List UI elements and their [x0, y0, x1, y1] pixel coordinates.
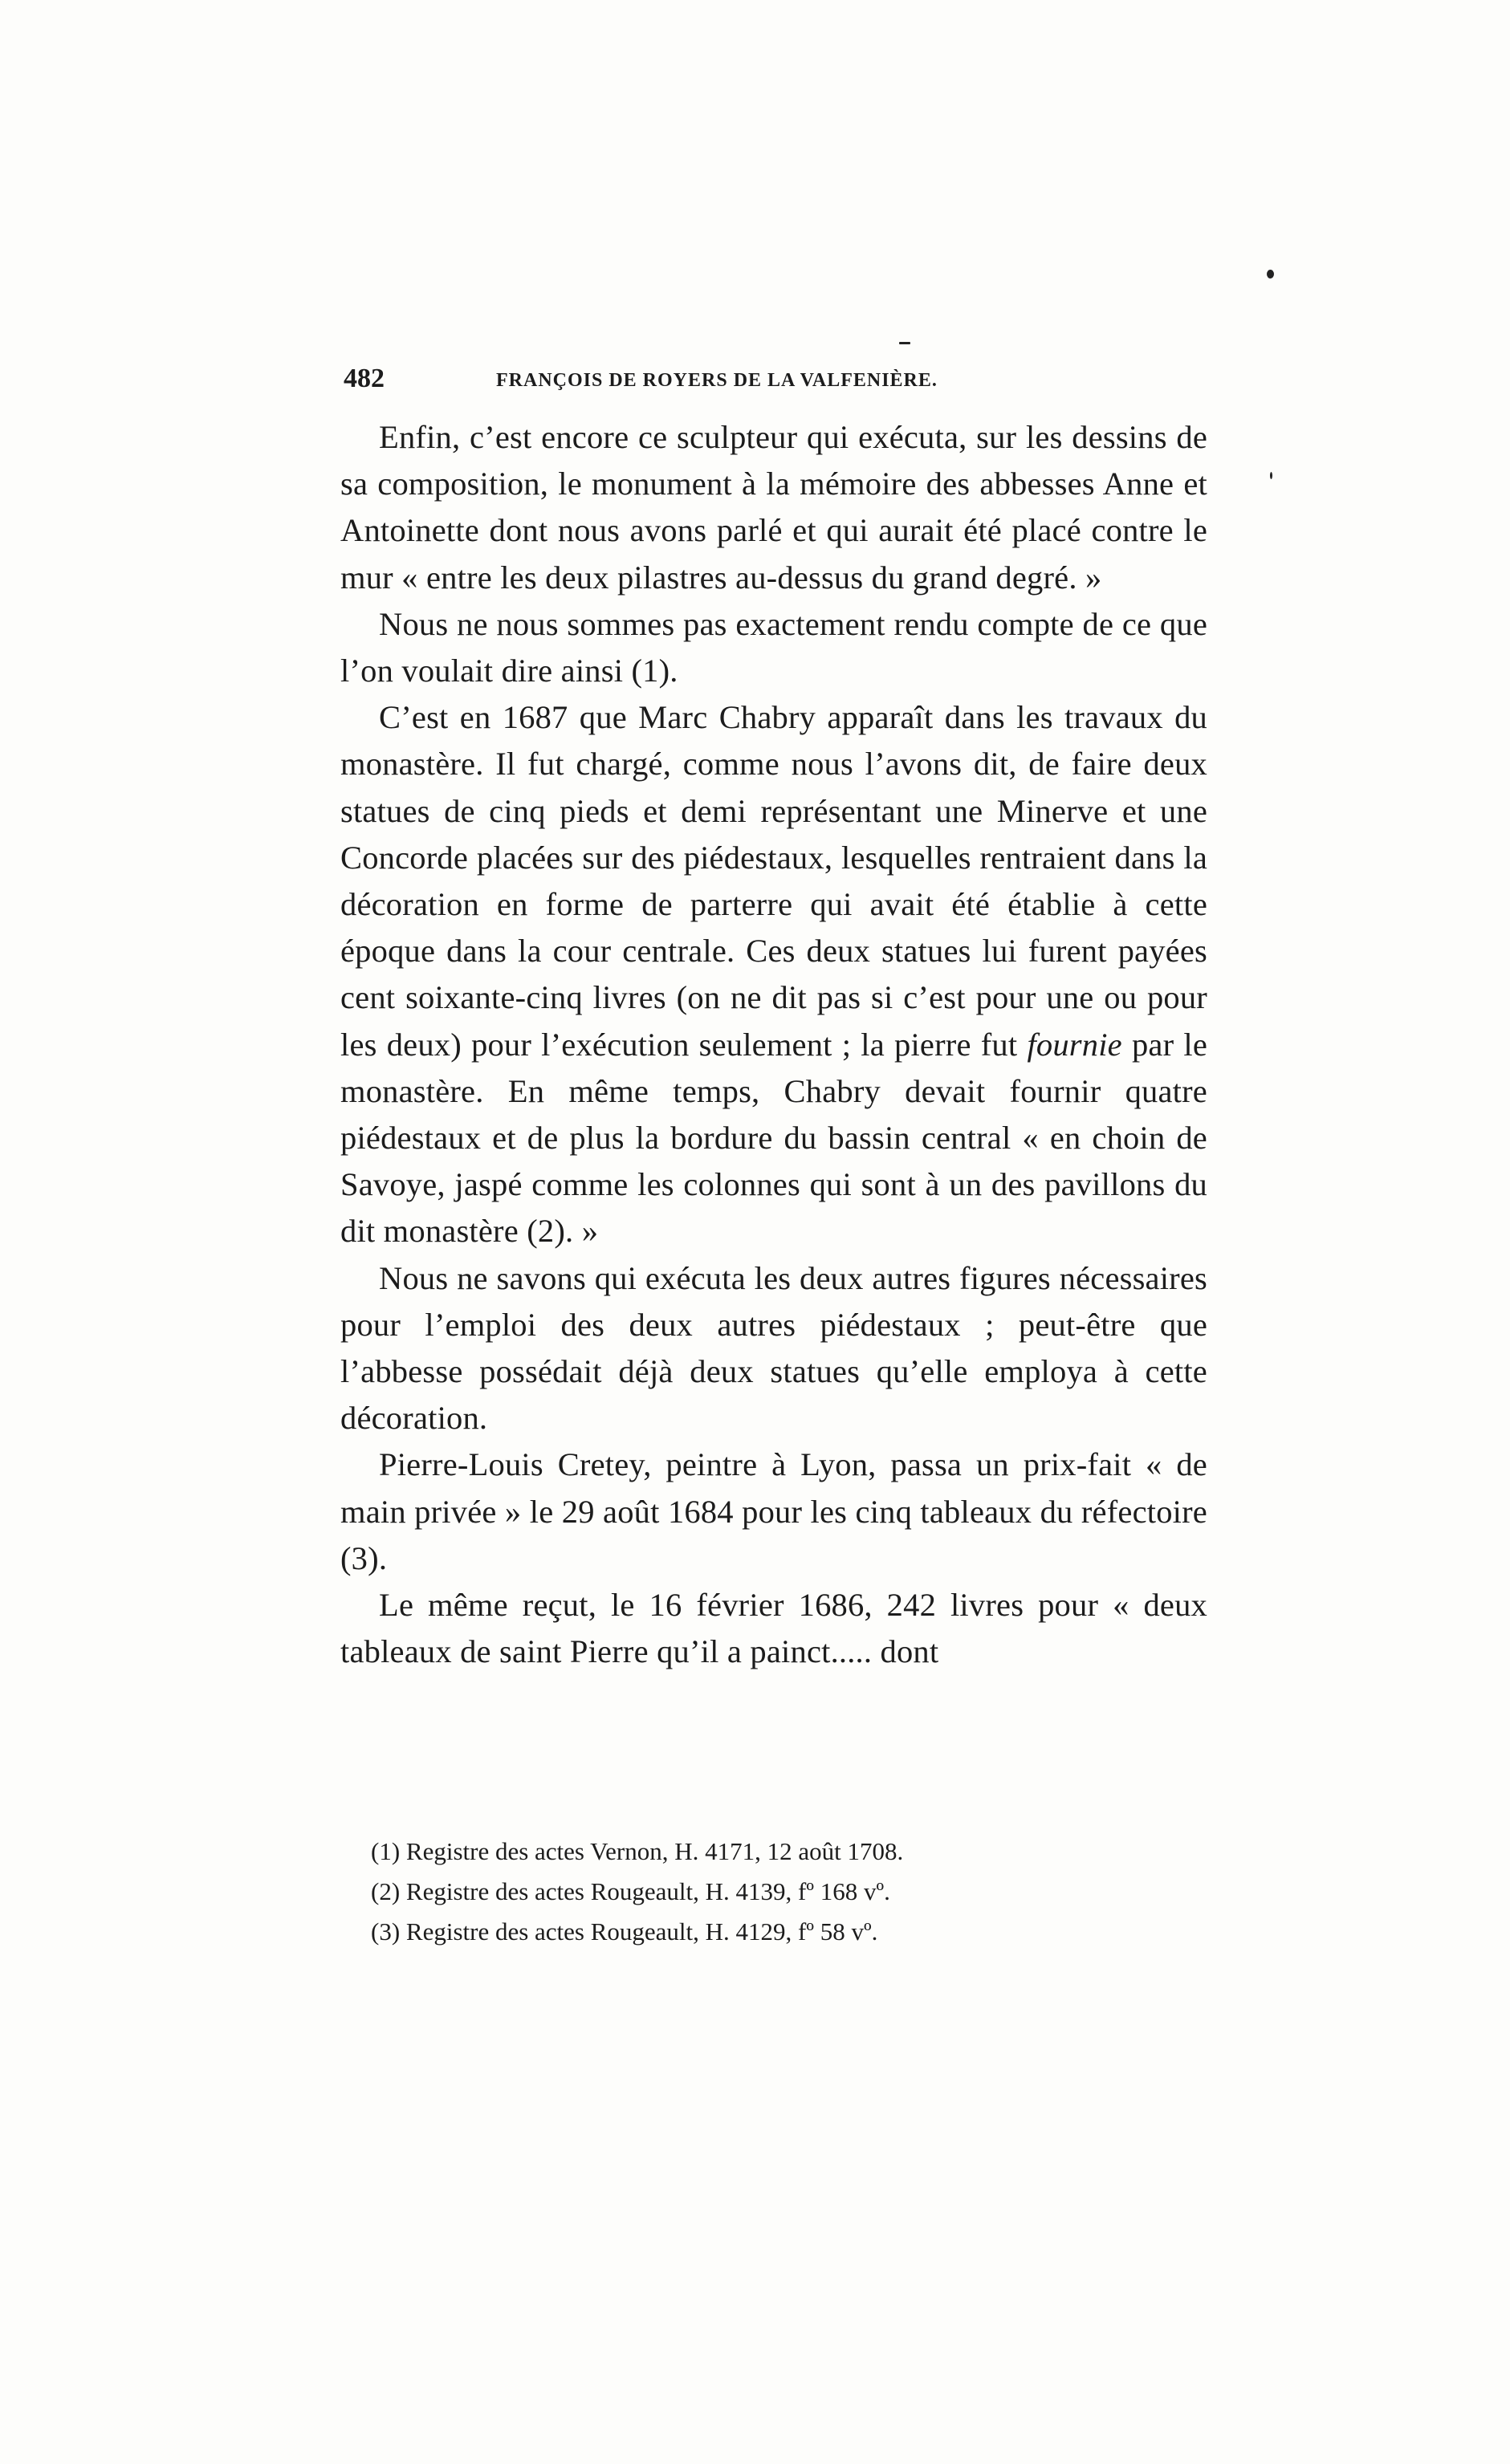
- paragraph-text: Nous ne nous sommes pas exactement rendu compte de ce que l’on voulait dire ainsi (1).: [340, 605, 1207, 689]
- footnote: (2) Registre des actes Rougeault, H. 4139, fº 168 vº.: [371, 1877, 890, 1905]
- ink-speck: [1270, 472, 1272, 479]
- paragraph-text: C’est en 1687 que Marc Chabry apparaît dans les travaux du monastère. Il fut chargé, comme nous l’avons dit, de faire deux statues de cinq pieds et demi représentant une Minerve et une Concorde placées sur des piédestaux, lesquelles rentraient dans la décoration en forme de parterre qui avait été établie à cette époque dans la cour centrale. Ces deux statues lui furent payées cent soixante-cinq livres (on ne dit pas si c’est pour une ou pour les deux) pour l’exécution seulement ; la pierre fut: [340, 699, 1207, 1063]
- paragraph-text: Nous ne savons qui exécuta les deux autres figures nécessaires pour l’emploi des deux autres piédestaux ; peut-être que l’abbesse possédait déjà deux statues qu’elle employa à cette décoration.: [340, 1259, 1207, 1437]
- running-head: FRANÇOIS DE ROYERS DE LA VALFENIÈRE.: [496, 370, 938, 391]
- paragraph-text: par le monastère. En même temps, Chabry devait fournir quatre piédestaux et de plus la bordure du bassin central « en choin de Savoye, jaspé comme les colonnes qui sont à un des pavillons du dit monastère (2). »: [340, 1026, 1207, 1250]
- page-header: [344, 363, 1207, 395]
- ink-speck: [1267, 270, 1274, 279]
- paragraph: [340, 601, 1207, 694]
- paragraph: [340, 1441, 1207, 1582]
- paragraph-text: Enfin, c’est encore ce sculpteur qui exécuta, sur les dessins de sa composition, le monument à la mémoire des abbesses Anne et Antoinette dont nous avons parlé et qui aurait été placé contre le mur « entre les deux pilastres au-dessus du grand degré. »: [340, 419, 1207, 596]
- paragraph: [340, 414, 1207, 601]
- paragraph: [340, 1255, 1207, 1442]
- footnotes: [371, 1832, 1174, 1952]
- footnote: (1) Registre des actes Vernon, H. 4171, 12 août 1708.: [371, 1837, 904, 1865]
- paragraph-text: Le même reçut, le 16 février 1686, 242 livres pour « deux tableaux de saint Pierre qu’il a painct..... dont: [340, 1587, 1207, 1670]
- body-text: [340, 414, 1207, 1675]
- footnote: (3) Registre des actes Rougeault, H. 4129, fº 58 vº.: [371, 1917, 878, 1946]
- paragraph: [340, 694, 1207, 1254]
- paragraph-text: Pierre-Louis Cretey, peintre à Lyon, passa un prix-fait « de main privée » le 29 août 1684 pour les cinq tableaux du réfectoire (3).: [340, 1446, 1207, 1576]
- paragraph: [340, 1582, 1207, 1675]
- page-number: 482: [344, 364, 385, 393]
- ink-speck: [899, 342, 910, 344]
- italic-text: fournie: [1027, 1026, 1122, 1063]
